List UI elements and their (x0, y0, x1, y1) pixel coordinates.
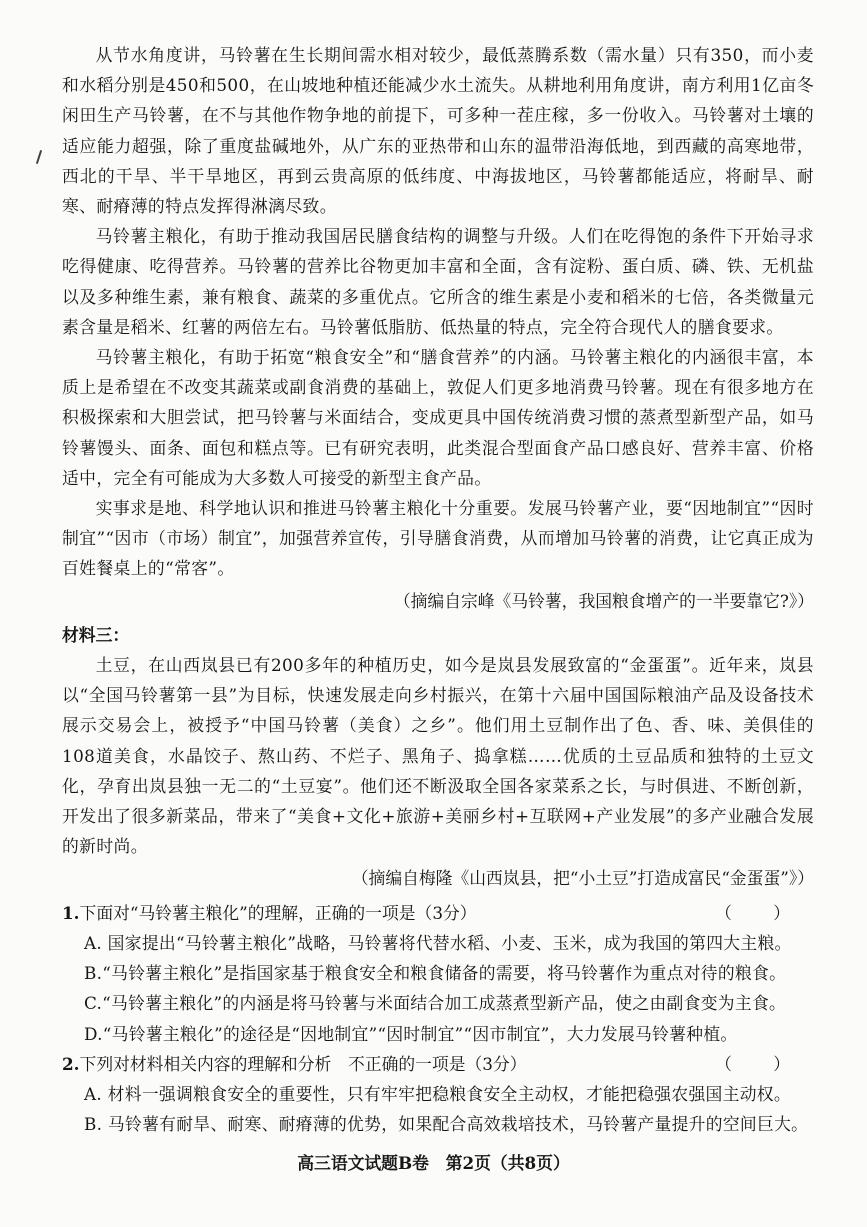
paragraph-lanxian: 土豆，在山西岚县已有200多年的种植历史，如今是岚县发展致富的“金蛋蛋”。近年来，岚县以“全国马铃薯第一县”为目标，快速发展走向乡村振兴，在第十六届中国国际粮油产品及设备技术展示交易会上，被授予“中国马铃薯（美食）之乡”。他们用土豆制作出了色、香、味、美俱佳的108道美食，水晶饺子、熬山药、不烂子、黑角子、捣拿糕……优质的土豆品质和独特的土豆文化，孕育出岚县独一无二的“土豆宴”。他们还不断汲取全国各家菜系之长，与时俱进、不断创新，开发出了很多新菜品，带来了“美食+文化+旅游+美丽乡村+互联网+产业发展”的多产业融合发展的新时尚。 (62, 655, 814, 857)
material-3-heading: 材料三： (62, 624, 130, 645)
source-citation-2: （摘编自宗峰《马铃薯，我国粮食增产的一半要靠它?》） (393, 590, 814, 611)
answer-blank[interactable]: （ ） (715, 1053, 808, 1074)
option-b: B. 马铃薯有耐旱、耐寒、耐瘠薄的优势，如果配合高效栽培技术，马铃薯产量提升的空间巨大。 (84, 1114, 809, 1135)
option-b: B.“马铃薯主粮化”是指国家基于粮食安全和粮食储备的需要，将马铃薯作为重点对待的粮食。 (84, 963, 787, 984)
paragraph-diet-structure: 马铃薯主粮化，有助于推动我国居民膳食结构的调整与升级。人们在吃得饱的条件下开始寻求吃得健康、吃得营养。马铃薯的营养比谷物更加丰富和全面，含有淀粉、蛋白质、磷、铁、无机盐以及多种维生素，兼有粮食、蔬菜的多重优点。它所含的维生素是小麦和稻米的七倍，各类微量元素含量是稻米、红薯的两倍左右。马铃薯低脂肪、低热量的特点，完全符合现代人的膳食要求。 (62, 226, 814, 337)
paragraph-water-saving: 从节水角度讲，马铃薯在生长期间需水相对较少，最低蒸腾系数（需水量）只有350，而小麦和水稻分别是450和500，在山坡地种植还能减少水土流失。从耕地利用角度讲，南方利用1亿亩冬闲田生产马铃薯，在不与其他作物争地的前提下，可多种一茬庄稼，多一份收入。马铃薯对土壤的适应能力超强，除了重度盐碱地外，从广东的亚热带和山东的温带沿海低地，到西藏的高寒地带，西北的干旱、半干旱地区，再到云贵高原的低纬度、中海拔地区，马铃薯都能适应，将耐旱、耐寒、耐瘠薄的特点发挥得淋漓尽致。 (62, 45, 814, 217)
page-content (62, 40, 814, 1139)
option-d: D.“马铃薯主粮化”的途径是“因地制宜”“因时制宜”“因市制宜”，大力发展马铃薯种植。 (84, 1023, 738, 1044)
question-1-stem (62, 898, 814, 928)
question-1 (62, 898, 814, 1049)
question-text: 下面对“马铃薯主粮化”的理解，正确的一项是（3分） (79, 902, 477, 923)
option-a: A. 材料一强调粮食安全的重要性，只有牢牢把稳粮食安全主动权，才能把稳强农强国主动权。 (84, 1083, 791, 1104)
answer-blank[interactable]: （ ） (715, 902, 808, 923)
question-number: 2. (62, 1053, 80, 1074)
page-footer: 高三语文试题B卷 第2页（共8页） (297, 1153, 570, 1173)
question-number: 1. (62, 902, 80, 923)
paragraph-food-security: 马铃薯主粮化，有助于拓宽“粮食安全”和“膳食营养”的内涵。马铃薯主粮化的内涵很丰富，本质上是希望在不改变其蔬菜或副食消费的基础上，敦促人们更多地消费马铃薯。现在有很多地方在积极探索和大胆尝试，把马铃薯与米面结合，变成更具中国传统消费习惯的蒸煮型新型产品，如马铃薯馒头、面条、面包和糕点等。已有研究表明，此类混合型面食产品口感良好、营养丰富、价格适中，完全有可能成为大多数人可接受的新型主食产品。 (62, 347, 814, 488)
source-citation-3: （摘编自梅隆《山西岚县，把“小土豆”打造成富民“金蛋蛋”》） (351, 868, 814, 889)
paragraph-practical-approach: 实事求是地、科学地认识和推进马铃薯主粮化十分重要。发展马铃薯产业，要“因地制宜”“因时制宜”“因市（市场）制宜”，加强营养宣传，引导膳食消费，从而增加马铃薯的消费，让它真正成为百姓餐桌上的“常客”。 (62, 498, 814, 579)
question-text: 下列对材料相关内容的理解和分析 不正确的一项是（3分） (79, 1053, 527, 1074)
option-c: C.“马铃薯主粮化”的内涵是将马铃薯与米面结合加工成蒸煮型新产品，使之由副食变为主食。 (84, 993, 787, 1014)
option-a: A. 国家提出“马铃薯主粮化”战略，马铃薯将代替水稻、小麦、玉米，成为我国的第四大主粮。 (84, 932, 792, 953)
scan-artifact (36, 150, 42, 164)
question-2-stem (62, 1049, 814, 1079)
question-2 (62, 1049, 814, 1140)
